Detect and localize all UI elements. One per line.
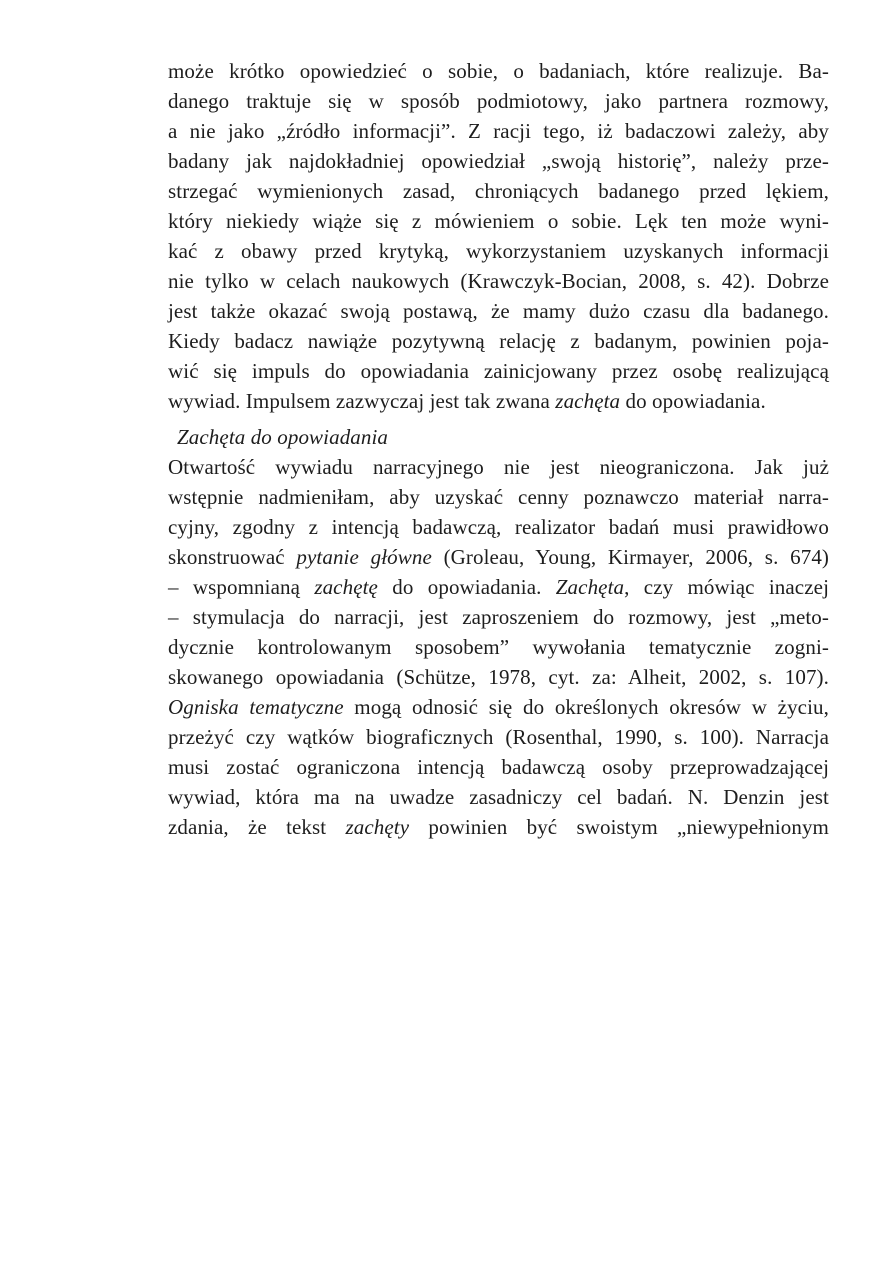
text-line (168, 632, 829, 662)
text-segment: jest także okazać swoją postawą, że mamy dużo czasu dla badanego. (168, 299, 829, 323)
text-segment: – wspomnianą (168, 575, 315, 599)
page-text-block (168, 56, 829, 842)
text-segment: wywiad. Impulsem zazwyczaj jest tak zwana (168, 389, 556, 413)
italic-segment: Zachęta (555, 575, 625, 599)
text-segment: który niekiedy wiąże się z mówieniem o sobie. Lęk ten może wyni- (168, 209, 829, 233)
italic-segment: zachęta (555, 389, 621, 413)
text-segment: cyjny, zgodny z intencją badawczą, realizator badań musi prawidłowo (168, 515, 829, 539)
text-line (168, 812, 829, 842)
text-segment: może krótko opowiedzieć o sobie, o badaniach, które realizuje. Ba- (168, 59, 829, 83)
text-line (168, 116, 829, 146)
text-line (168, 146, 829, 176)
subsection-heading-zacheta (168, 422, 829, 452)
text-line (168, 722, 829, 752)
text-line (168, 296, 829, 326)
text-line (168, 662, 829, 692)
text-line (168, 752, 829, 782)
text-line (168, 326, 829, 356)
text-segment: wić się impuls do opowiadania zainicjowany przez osobę realizującą (168, 359, 829, 383)
text-line (168, 266, 829, 296)
text-segment: kać z obawy przed krytyką, wykorzystaniem uzyskanych informacji (168, 239, 829, 263)
text-segment: – stymulacja do narracji, jest zaproszeniem do rozmowy, jest „meto- (168, 605, 829, 629)
text-line (168, 782, 829, 812)
text-segment: Otwartość wywiadu narracyjnego nie jest nieograniczona. Jak już (168, 455, 829, 479)
text-segment: badany jak najdokładniej opowiedział „swoją historię”, należy prze- (168, 149, 829, 173)
text-segment: nie tylko w celach naukowych (Krawczyk-Bocian, 2008, s. 42). Dobrze (168, 269, 829, 293)
text-line (168, 452, 829, 482)
text-line (168, 602, 829, 632)
text-line (168, 356, 829, 386)
text-segment: skowanego opowiadania (Schütze, 1978, cyt. za: Alheit, 2002, s. 107). (168, 665, 829, 689)
text-segment: skonstruować (168, 545, 297, 569)
text-segment: powinien być swoistym „niewypełnionym (409, 815, 829, 839)
text-line (168, 572, 829, 602)
text-line (168, 692, 829, 722)
text-line (168, 176, 829, 206)
text-segment: mogą odnosić się do określonych okresów w życiu, (343, 695, 829, 719)
text-line (168, 206, 829, 236)
text-segment: przeżyć czy wątków biograficznych (Rosenthal, 1990, s. 100). Narracja (168, 725, 829, 749)
text-segment: do opowiadania. (620, 389, 766, 413)
text-line (168, 542, 829, 572)
text-line (168, 512, 829, 542)
text-segment: musi zostać ograniczona intencją badawczą osoby przeprowadzającej (168, 755, 829, 779)
text-line (168, 482, 829, 512)
text-line (168, 86, 829, 116)
italic-segment: Zachęta do opowiadania (177, 425, 389, 449)
text-segment: Kiedy badacz nawiąże pozytywną relację z badanym, powinien poja- (168, 329, 829, 353)
text-segment: do opowiadania. (377, 575, 556, 599)
paragraph-zacheta-do-opowiadania (168, 452, 829, 842)
text-segment: strzegać wymienionych zasad, chroniących badanego przed lękiem, (168, 179, 829, 203)
italic-segment: Ogniska tematyczne (168, 695, 344, 719)
text-line (168, 236, 829, 266)
text-segment: wstępnie nadmieniłam, aby uzyskać cenny poznawczo materiał narra- (168, 485, 829, 509)
text-segment: dycznie kontrolowanym sposobem” wywołania tematycznie zogni- (168, 635, 829, 659)
text-segment: , czy mówiąc inaczej (624, 575, 829, 599)
text-segment: danego traktuje się w sposób podmiotowy, jako partnera rozmowy, (168, 89, 829, 113)
paragraph-continuation (168, 56, 829, 416)
text-segment: a nie jako „źródło informacji”. Z racji tego, iż badaczowi zależy, aby (168, 119, 829, 143)
text-line (168, 422, 829, 452)
italic-segment: zachętę (314, 575, 378, 599)
text-line (168, 386, 829, 416)
italic-segment: zachęty (345, 815, 410, 839)
text-segment: (Groleau, Young, Kirmayer, 2006, s. 674) (431, 545, 830, 569)
text-segment: wywiad, która ma na uwadze zasadniczy cel badań. N. Denzin jest (168, 785, 829, 809)
text-line (168, 56, 829, 86)
text-segment: zdania, że tekst (168, 815, 346, 839)
italic-segment: pytanie główne (296, 545, 432, 569)
